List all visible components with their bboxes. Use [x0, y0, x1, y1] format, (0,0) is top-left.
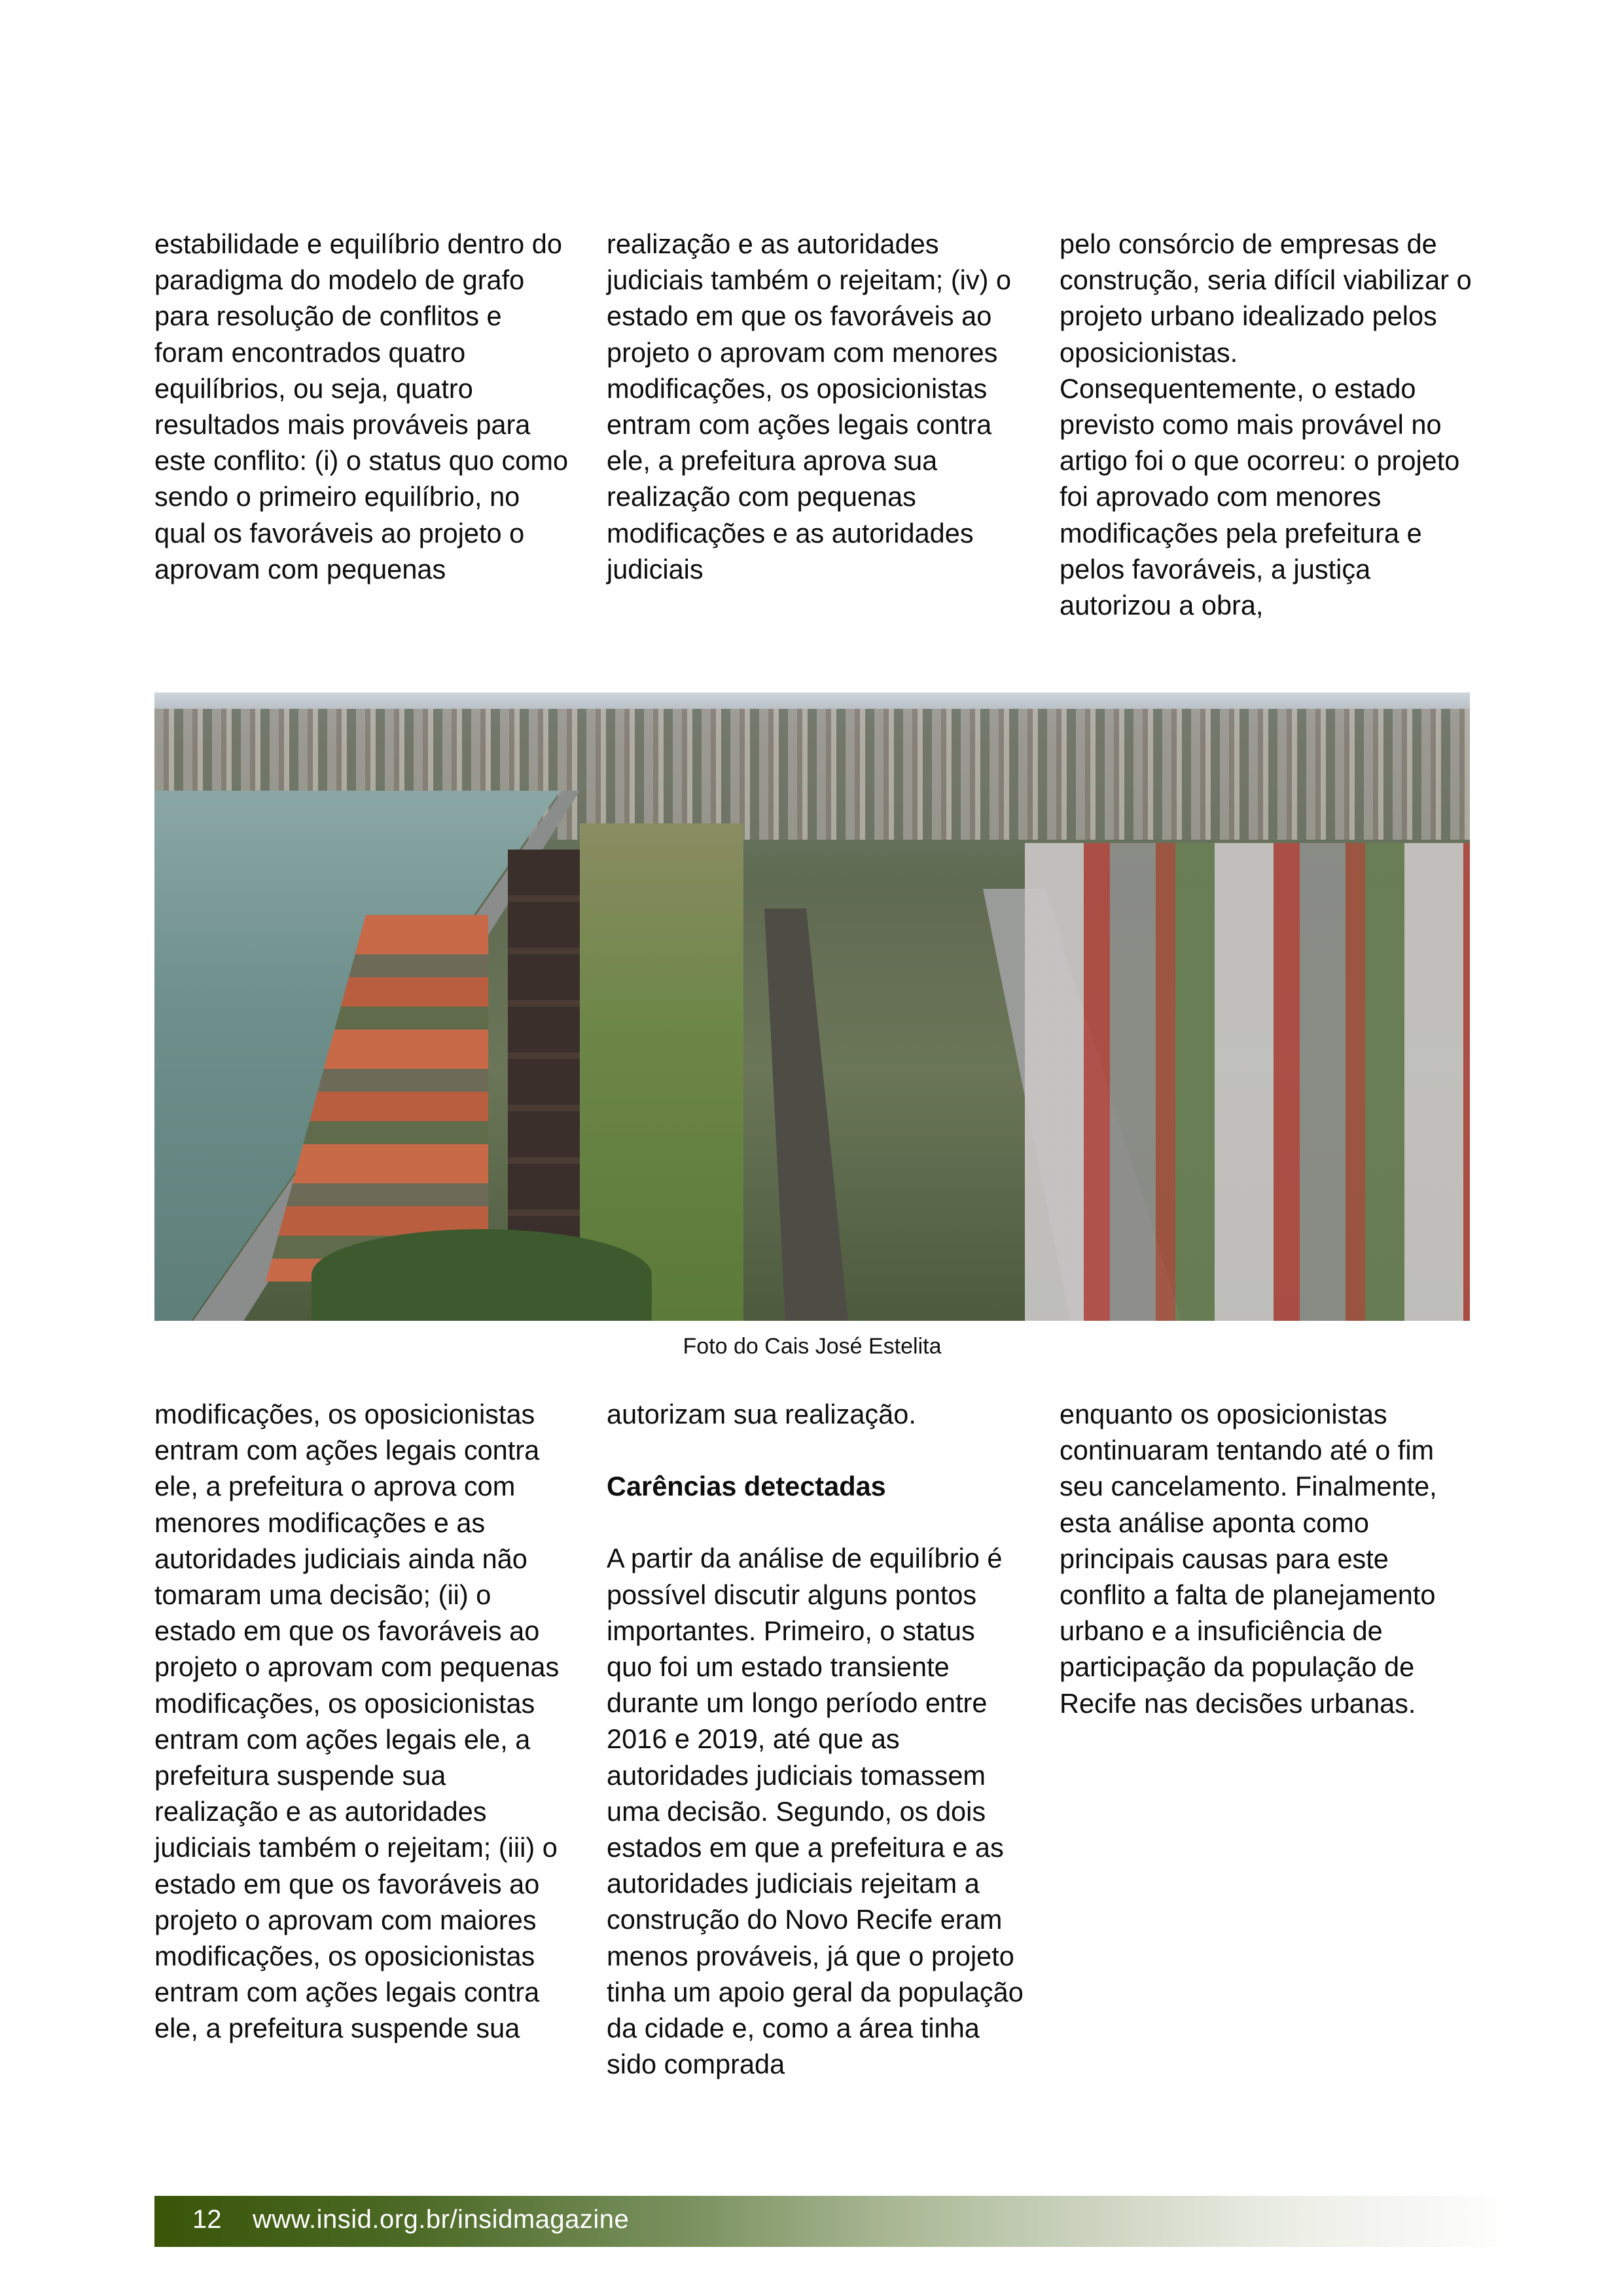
paragraph: realização e as autoridades judiciais também o rejeitam; (iv) o estado em que os favoráveis ao projeto o aprovam com menores modificações, os oposicionistas entram com ações legais contra ele, a prefeitura aprova sua realização com pequenas modificações e as autoridades judiciais: [607, 228, 1012, 584]
text-column-top-1: [154, 226, 573, 587]
photo-trees: [312, 1229, 652, 1321]
text-column-top-2: [607, 226, 1026, 587]
figure-caption: Foto do Cais José Estelita: [683, 1334, 942, 1359]
page-number: 12: [192, 2205, 222, 2234]
photo-rail-track: [743, 908, 848, 1321]
paragraph: estabilidade e equilíbrio dentro do paradigma do modelo de grafo para resolução de conflitos e foram encontrados quatro equilíbrios, ou seja, quatro resultados mais prováveis para este conflito: (i) o status quo como sendo o primeiro equilíbrio, no qual os favoráveis ao projeto o aprovam com pequenas: [154, 228, 569, 584]
paragraph-lead: autorizam sua realização.: [607, 1399, 916, 1429]
text-column-bottom-2: [607, 1396, 1026, 2082]
paragraph: modificações, os oposicionistas entram com ações legais contra ele, a prefeitura o aprova com menores modificações e as autoridades judiciais ainda não tomaram uma decisão; (ii) o estado em que os favoráveis ao projeto o aprovam com pequenas modificações, os oposicionistas entram com ações legais ele, a prefeitura suspende sua realização e as autoridades judiciais também o rejeitam; (iii) o estado em que os favoráveis ao projeto o aprovam com maiores modificações, os oposicionistas entram com ações legais contra ele, a prefeitura suspende sua: [154, 1399, 560, 2044]
paragraph: enquanto os oposicionistas continuaram tentando até o fim seu cancelamento. Finalmente, esta análise aponta como principais causas para este conflito a falta de planejamento urbano e a insuficiência de participação da população de Recife nas decisões urbanas.: [1060, 1399, 1437, 1719]
photo-city-blocks: [1025, 843, 1470, 1321]
aerial-photo: [154, 692, 1470, 1321]
text-column-bottom-1: [154, 1396, 573, 2047]
text-column-top-3: [1060, 226, 1478, 623]
paragraph: A partir da análise de equilíbrio é possível discutir alguns pontos importantes. Primeiro, o status quo foi um estado transiente durante um longo período entre 2016 e 2019, até que as autoridades judiciais tomassem uma decisão. Segundo, os dois estados em que a prefeitura e as autoridades judiciais rejeitam a construção do Novo Recife eram menos prováveis, já que o projeto tinha um apoio geral da população da cidade e, como a área tinha sido comprada: [607, 1543, 1024, 2080]
page-footer: [154, 2196, 1575, 2247]
text-column-bottom-3: [1060, 1396, 1478, 1721]
section-heading: Carências detectadas: [607, 1471, 886, 1502]
footer-url-link[interactable]: www.insid.org.br/insidmagazine: [253, 2205, 630, 2234]
paragraph: pelo consórcio de empresas de construção, seria difícil viabilizar o projeto urbano idealizado pelos oposicionistas. Consequentemente, o estado previsto como mais provável no artigo foi o que ocorreu: o projeto foi aprovado com menores modificações pela prefeitura e pelos favoráveis, a justiça autorizou a obra,: [1060, 228, 1472, 621]
